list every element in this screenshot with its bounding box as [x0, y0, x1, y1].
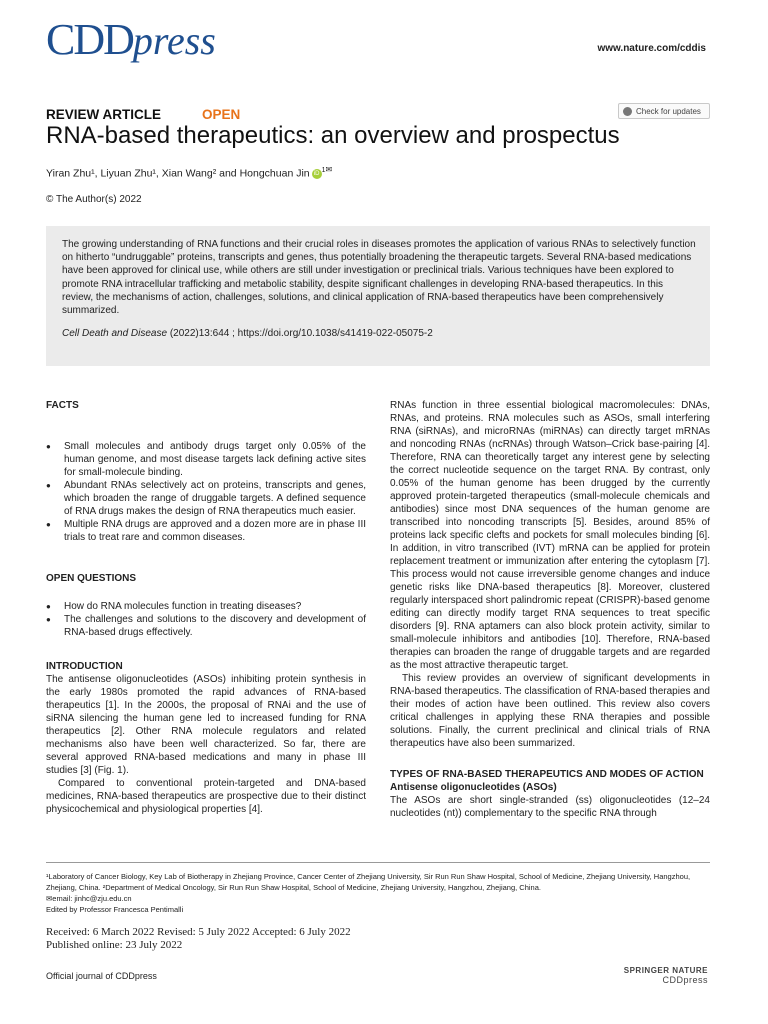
received-dates: Received: 6 March 2022 Revised: 5 July 2022 Accepted: 6 July 2022	[46, 926, 351, 938]
citation	[62, 328, 696, 339]
list-item: ● Abundant RNAs selectively act on proteins, transcripts and genes, which broaden the range of druggable targets. A defined sequence of RNA drugs makes the design of RNA therapeutics much easier.	[46, 479, 366, 518]
publisher-name: SPRINGER NATURE	[623, 966, 708, 975]
footnote-divider	[46, 862, 710, 863]
article-type: REVIEW ARTICLE	[46, 107, 162, 122]
orcid-icon[interactable]: iD	[312, 169, 322, 179]
right-column	[390, 399, 710, 820]
body-paragraph-2: This review provides an overview of significant developments in RNA-based therapeutics. The classification of RNA-based therapies and their modes of action have been outlined. This review also covers critical challenges in applying these RNA therapies and possible solutions. Finally, the current preclinical and clinical trials of RNA therapeutics have also been summarized.	[390, 673, 710, 749]
list-item: ● Small molecules and antibody drugs target only 0.05% of the human genome, and most disease targets lack defining active sites for small-molecule binding.	[46, 440, 366, 479]
article-title: RNA-based therapeutics: an overview and prospectus	[46, 122, 620, 149]
check-updates-icon	[623, 107, 632, 116]
published-date: Published online: 23 July 2022	[46, 938, 183, 951]
body-paragraph-1: RNAs function in three essential biological macromolecules: DNAs, RNAs, and proteins. RNA molecules such as ASOs, small interfering RNA (siRNAs), and microRNAs (miRNAs) can directly target mRNAs and noncoding RNAs (ncRNAs) through Watson–Crick base-pairing [4]. Therefore, RNA can theoretically target any interest gene by selecting the correct nucleotide sequence on the target RNA. By contrast, only 0.05% of the human genome has been drugged by the currently approved protein-targeted therapeutics (small-molecule chemicals and antibodies) since most DNA sequences of the human genome are transcribed into noncoding transcripts [5]. Besides, around 85% of proteins lack specific clefts and pockets for small molecules binding [6]. In addition, in vitro transcribed (IVT) mRNA can be applied for protein replacement treatment or immunization after entering the cytoplasm [7]. This process would not cause irreversible genome changes and induce genetic risks like DNA-based therapeutics [8]. Moreover, clustered regularly interspaced short palindromic repeat (CRISPR)-based genome editing can directly modify target RNA sequences to treat specific disorders [9]. RNA aptamers can also block protein activity, similar to small-molecule inhibitors and antibodies [10]. Therefore, RNA-based therapies can broaden the range of druggable targets and are regarded as the most attractive therapeutic target.	[390, 400, 710, 671]
types-heading: TYPES OF RNA-BASED THERAPEUTICS AND MODES OF ACTION	[390, 769, 704, 780]
body-paragraph-3: The ASOs are short single-stranded (ss) oligonucleotides (12–24 nucleotides (nt)) complementary to the specific RNA through	[390, 795, 710, 819]
journal-url[interactable]: www.nature.com/cddis	[597, 43, 706, 54]
citation-doi[interactable]: (2022)13:644 ; https://doi.org/10.1038/s41419-022-05075-2	[167, 328, 433, 340]
questions-list	[46, 600, 366, 639]
affiliation-text: ¹Laboratory of Cancer Biology, Key Lab of Biotherapy in Zhejiang Province, Cancer Center of Zhejiang University, Sir Run Run Shaw Hospital, School of Medicine, Zhejiang University, Hangzhou, Zhejiang, China. ²Department of Medical Oncology, Sir Run Run Shaw Hospital, School of Medicine, Zhejiang University, Hangzhou, Zhejiang, China.	[46, 872, 691, 892]
editor-line: Edited by Professor Francesca Pentimalli	[46, 905, 184, 914]
author-list	[46, 165, 332, 180]
journal-logo	[46, 14, 216, 65]
list-item: ● The challenges and solutions to the discovery and development of RNA-based drugs effectively.	[46, 613, 366, 639]
email-icon[interactable]: ✉	[325, 165, 333, 174]
email-line[interactable]: ✉email: jinhc@zju.edu.cn	[46, 894, 132, 903]
aso-subheading: Antisense oligonucleotides (ASOs)	[390, 782, 557, 793]
logo-italic: press	[132, 18, 216, 63]
open-questions-heading: OPEN QUESTIONS	[46, 573, 137, 584]
abstract-box	[46, 226, 710, 366]
left-column	[46, 399, 366, 816]
open-access-label: OPEN	[202, 107, 241, 122]
list-item: ● Multiple RNA drugs are approved and a dozen more are in phase III trials to treat rare and common diseases.	[46, 518, 366, 544]
check-updates-label: Check for updates	[636, 106, 701, 116]
publisher-sub: CDDpress	[662, 975, 708, 985]
citation-journal: Cell Death and Disease	[62, 328, 168, 340]
check-updates-button[interactable]	[618, 103, 710, 119]
abstract-text: The growing understanding of RNA functions and their crucial roles in diseases promotes the application of various RNAs to selectively function on hitherto “undruggable” proteins, transcripts and genes, thus potentially broadening the therapeutic targets. Several RNA-based medications have been approved for clinical use, while others are still under investigation or preclinical trials. Various techniques have been explored to promote RNA intracellular trafficking and metabolic stability, despite significant challenges in developing RNA-based therapeutics. In this review, the mechanisms of action, challenges, solutions, and clinical application of RNA-based therapeutics have been comprehensively summarized.	[62, 239, 696, 317]
introduction-heading: INTRODUCTION	[46, 661, 123, 672]
intro-paragraph-2: Compared to conventional protein-targeted and DNA-based medicines, RNA-based therapeutics are prospective due to their distinct physicochemical and physiological properties [4].	[46, 778, 366, 815]
facts-heading: FACTS	[46, 400, 79, 411]
corresponding-mark: 1	[321, 167, 326, 174]
affiliations	[46, 871, 710, 915]
copyright: © The Author(s) 2022	[46, 194, 142, 205]
facts-list	[46, 440, 366, 544]
logo-main: CDD	[46, 15, 133, 64]
intro-paragraph-1: The antisense oligonucleotides (ASOs) inhibiting protein synthesis in the early 1980s promoted the rapid advances of RNA-based therapeutics [1]. In the 2000s, the proposal of RNAi and the use of siRNA silencing the human gene led to increased funding for RNA therapeutics [2]. Other RNA molecule regulators and related mechanisms also have been well characterized. So far, there are several approved RNA-based medications and many in phase III studies [3] (Fig. 1).	[46, 674, 366, 776]
list-item: ● How do RNA molecules function in treating diseases?	[46, 600, 366, 613]
publisher-logo	[624, 966, 708, 985]
journal-footer: Official journal of CDDpress	[46, 971, 157, 981]
authors-text: Yiran Zhu¹, Liyuan Zhu¹, Xian Wang² and Hongchuan Jin	[46, 167, 310, 180]
article-dates	[46, 926, 351, 951]
